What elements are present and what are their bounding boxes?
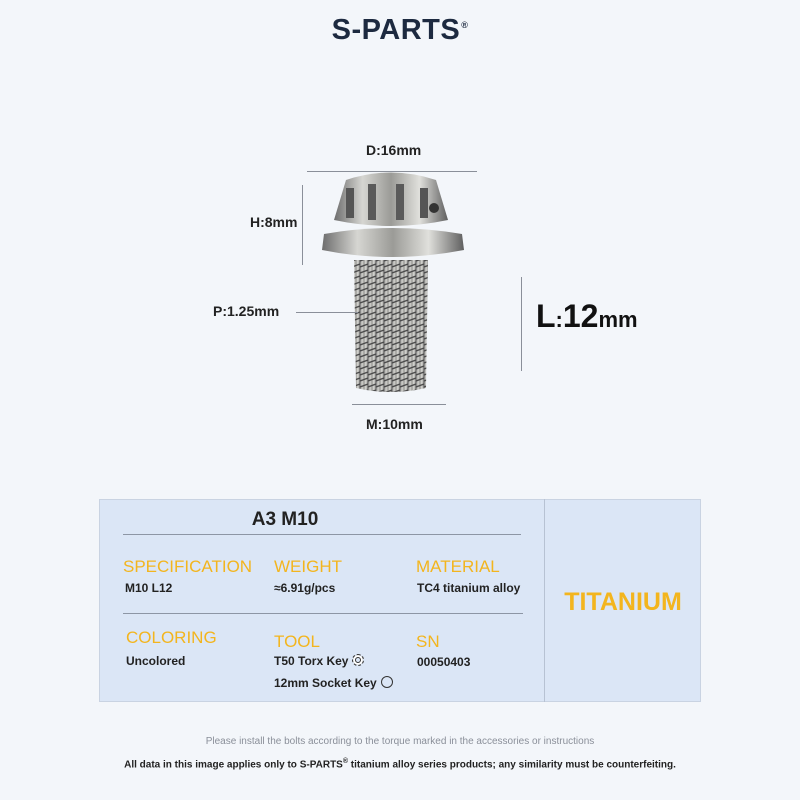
weight-value: ≈6.91g/pcs: [274, 581, 336, 595]
bolt-head: [334, 173, 448, 227]
dim-length: [536, 298, 638, 335]
disclaimer: [0, 758, 800, 770]
install-note: Please install the bolts according to the torque marked in the accessories or instructions: [205, 736, 595, 747]
bolt-illustration: [296, 160, 486, 415]
dim-length-unit: mm: [598, 307, 638, 332]
dim-pitch: P:1.25mm: [213, 303, 280, 319]
sn-value: 00050403: [417, 655, 471, 669]
l-guide-line: [521, 277, 522, 371]
tool-item-socket: [274, 676, 393, 690]
dim-thread-size: M:10mm: [366, 416, 423, 432]
bolt-flange: [322, 228, 464, 257]
material-value: TC4 titanium alloy: [417, 581, 521, 595]
tool-item-torx: [274, 654, 364, 668]
card-divider-middle: [123, 613, 523, 614]
card-divider-vertical: [544, 499, 545, 702]
model-title: A3 M10: [251, 509, 319, 530]
dim-diameter: D:16mm: [366, 142, 422, 158]
brand-name: S-PARTS: [331, 14, 461, 46]
tool-label: TOOL: [274, 632, 320, 651]
coloring-label: COLORING: [126, 628, 217, 647]
h-guide-line: [302, 185, 303, 265]
dim-length-value: 12: [562, 298, 599, 334]
titanium-badge: TITANIUM: [564, 588, 682, 616]
m-guide-line: [352, 404, 446, 405]
disclaimer-mark: ®: [342, 758, 349, 765]
p-guide-line: [296, 312, 358, 313]
brand-registered-mark: ®: [461, 20, 469, 31]
tool-item-torx-label: T50 Torx Key: [274, 654, 349, 668]
weight-label: WEIGHT: [274, 557, 342, 576]
dim-length-letter: L: [536, 298, 556, 334]
coloring-value: Uncolored: [126, 654, 186, 668]
sn-label: SN: [416, 632, 440, 651]
specification-label: SPECIFICATION: [123, 557, 253, 576]
brand-logo: [0, 14, 800, 47]
disclaimer-pre: All data in this image applies only to S-PARTS: [124, 759, 343, 771]
specification-value: M10 L12: [125, 581, 173, 595]
torx-icon: [352, 654, 364, 666]
bolt-shank: [354, 260, 428, 392]
tool-item-socket-label: 12mm Socket Key: [274, 676, 377, 690]
d-guide-line: [307, 171, 477, 172]
dim-head-height: H:8mm: [250, 214, 298, 230]
dim-length-colon: :: [555, 307, 563, 332]
card-divider-top: [123, 534, 521, 535]
socket-icon: [381, 676, 393, 688]
disclaimer-post: titanium alloy series products; any similarity must be counterfeiting.: [348, 759, 676, 771]
material-label: MATERIAL: [416, 557, 500, 576]
